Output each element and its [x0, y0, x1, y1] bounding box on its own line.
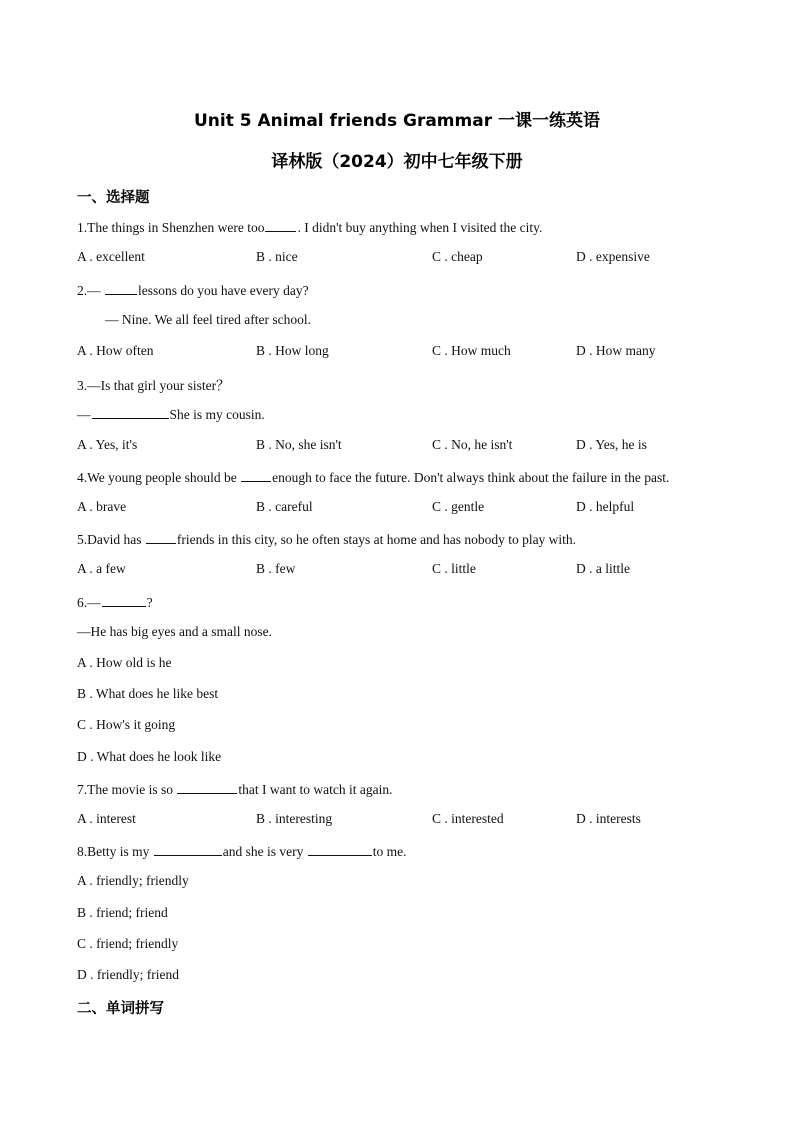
- option-b[interactable]: B . nice: [256, 249, 298, 264]
- option-c[interactable]: C . interested: [432, 811, 504, 826]
- question-text: 8.Betty is my: [77, 844, 153, 859]
- section-heading-multiple-choice: 一、选择题: [77, 190, 150, 206]
- options-q3: [77, 437, 737, 455]
- option-d[interactable]: D . How many: [576, 343, 656, 358]
- options-q7: [77, 811, 737, 829]
- question-text: 1.The things in Shenzhen were too: [77, 220, 265, 235]
- options-q5: [77, 561, 737, 579]
- option-d[interactable]: D . expensive: [576, 249, 650, 264]
- question-7: [77, 780, 392, 798]
- question-text: 5.David has: [77, 532, 145, 547]
- question-text: ?: [146, 595, 153, 610]
- option-b[interactable]: B . What does he like best: [77, 686, 219, 701]
- answer-blank: [154, 842, 222, 856]
- answer-blank: [146, 530, 176, 544]
- question-text: friends in this city, so he often stays at home and has nobody to play with.: [176, 532, 577, 547]
- option-c[interactable]: C . How much: [432, 343, 511, 358]
- question-text: 2.—: [77, 283, 104, 298]
- option-a[interactable]: A . friendly; friendly: [77, 873, 189, 888]
- options-q2: [77, 343, 737, 361]
- option-a[interactable]: A . brave: [77, 499, 127, 514]
- question-3-reply: [77, 405, 265, 423]
- option-c[interactable]: C . How's it going: [77, 717, 176, 732]
- section-heading-spelling: 二、单词拼写: [77, 1001, 164, 1017]
- options-q4: [77, 499, 737, 517]
- option-d[interactable]: D . helpful: [576, 499, 635, 514]
- page-title: Unit 5 Animal friends Grammar 一课一练英语: [194, 111, 600, 131]
- question-text: to me.: [372, 844, 407, 859]
- option-b[interactable]: B . interesting: [256, 811, 333, 826]
- answer-blank: [241, 468, 271, 482]
- question-2: [77, 281, 309, 299]
- answer-blank: [105, 281, 137, 295]
- answer-blank: [308, 842, 372, 856]
- answer-blank: [177, 780, 237, 794]
- option-d[interactable]: D . What does he look like: [77, 749, 222, 764]
- option-c[interactable]: C . cheap: [432, 249, 483, 264]
- question-text: enough to face the future. Don't always think about the failure in the past.: [272, 470, 670, 485]
- answer-blank: [102, 593, 146, 607]
- question-3: 3.—Is that girl your sister？: [77, 378, 230, 393]
- question-text: 6.—: [77, 595, 101, 610]
- question-text: 4.We young people should be: [77, 470, 241, 485]
- option-b[interactable]: B . few: [256, 561, 296, 576]
- question-6-reply: —He has big eyes and a small nose.: [77, 624, 272, 639]
- option-b[interactable]: B . friend; friend: [77, 905, 168, 920]
- question-text: that I want to watch it again.: [238, 782, 393, 797]
- option-a[interactable]: A . a few: [77, 561, 126, 576]
- option-a[interactable]: A . Yes, it's: [77, 437, 138, 452]
- question-4: [77, 468, 669, 486]
- answer-blank: [92, 405, 169, 419]
- option-d[interactable]: D . friendly; friend: [77, 967, 179, 982]
- option-a[interactable]: A . interest: [77, 811, 136, 826]
- option-a[interactable]: A . excellent: [77, 249, 145, 264]
- question-text: and she is very: [222, 844, 307, 859]
- option-b[interactable]: B . No, she isn't: [256, 437, 342, 452]
- option-a[interactable]: A . How old is he: [77, 655, 172, 670]
- question-text: —: [77, 407, 91, 422]
- option-d[interactable]: D . interests: [576, 811, 641, 826]
- option-b[interactable]: B . How long: [256, 343, 329, 358]
- option-c[interactable]: C . friend; friendly: [77, 936, 179, 951]
- question-8: [77, 842, 407, 860]
- question-text: 7.The movie is so: [77, 782, 177, 797]
- option-d[interactable]: D . a little: [576, 561, 630, 576]
- option-b[interactable]: B . careful: [256, 499, 313, 514]
- question-text: She is my cousin.: [169, 407, 265, 422]
- option-d[interactable]: D . Yes, he is: [576, 437, 647, 452]
- option-c[interactable]: C . gentle: [432, 499, 485, 514]
- page-subtitle: 译林版（2024）初中七年级下册: [271, 152, 523, 172]
- answer-blank: [265, 218, 296, 232]
- question-5: [77, 530, 576, 548]
- question-text: lessons do you have every day?: [138, 283, 309, 298]
- option-a[interactable]: A . How often: [77, 343, 154, 358]
- options-q1: [77, 249, 737, 267]
- option-c[interactable]: C . No, he isn't: [432, 437, 513, 452]
- question-1: [77, 218, 542, 236]
- question-6: [77, 593, 153, 611]
- question-2-reply: — Nine. We all feel tired after school.: [105, 312, 311, 327]
- option-c[interactable]: C . little: [432, 561, 476, 576]
- question-text: . I didn't buy anything when I visited the city.: [297, 220, 543, 235]
